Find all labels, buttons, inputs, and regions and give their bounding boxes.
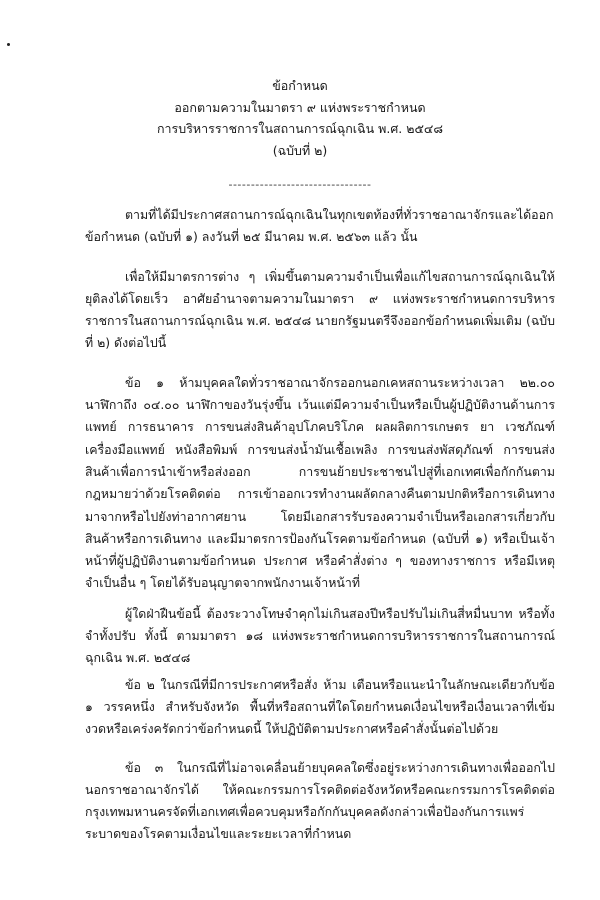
header-line-authority: ออกตามความในมาตรา ๙ แห่งพระราชกำหนด xyxy=(174,99,426,115)
paragraph-clause-2: ข้อ ๒ ในกรณีที่มีการประกาศหรือสั่ง ห้าม เตือนหรือแนะนำในลักษณะเดียวกับข้อ ๑ วรรคหนึ่ง สำหรับจังหวัด พื้นที่หรือสถานที่ใดโดยกำหนดเงื่อนไขหรือเงื่อนเวลาที่เข้มงวดหรือเคร่งครัดกว่าข้อกำหนดนี้ ให้ปฏิบัติตามประกาศหรือคำสั่งนั้นต่อไปด้วย xyxy=(85,676,555,737)
header-divider: -------------------------------- xyxy=(228,178,372,191)
paragraph-preamble: ตามที่ได้มีประกาศสถานการณ์ฉุกเฉินในทุกเขตท้องที่ทั่วราชอาณาจักรและได้ออกข้อกำหนด (ฉบับที่ ๑) ลงวันที่ ๒๕ มีนาคม พ.ศ. ๒๕๖๓ แล้ว นั้น xyxy=(85,207,554,245)
document-header xyxy=(0,75,600,161)
document-title: ข้อกำหนด xyxy=(272,78,328,93)
header-line-act: การบริหารราชการในสถานการณ์ฉุกเฉิน พ.ศ. ๒๕๔๘ xyxy=(156,121,444,136)
document-body xyxy=(85,204,555,846)
header-line-issue: (ฉบับที่ ๒) xyxy=(272,142,328,158)
paragraph-clause-1: ข้อ ๑ ห้ามบุคคลใดทั่วราชอาณาจักรออกนอกเคหสถานระหว่างเวลา ๒๒.๐๐ นาฬิกาถึง ๐๔.๐๐ นาฬิกาของวันรุ่งขึ้น เว้นแต่มีความจำเป็นหรือเป็นผู้ปฏิบัติงานด้านการแพทย์ การธนาคาร การขนส่งสินค้าอุปโภคบริโภค ผลผลิตการเกษตร ยา เวชภัณฑ์ เครื่องมือแพทย์ หนังสือพิมพ์ การขนส่งน้ำมันเชื้อเพลิง การขนส่งพัสดุภัณฑ์ การขนส่งสินค้าเพื่อการนำเข้าหรือส่งออก การขนย้ายประชาชนไปสู่ที่เอกเทศเพื่อกักกันตามกฎหมายว่าด้วยโรคติดต่อ การเข้าออกเวรทำงานผลัดกลางคืนตามปกติหรือการเดินทางมาจากหรือไปยังท่าอากาศยาน โดยมีเอกสารรับรองความจำเป็นหรือเอกสารเกี่ยวกับสินค้าหรือการเดินทาง และมีมาตรการป้องกันโรคตามข้อกำหนด (ฉบับที่ ๑) หรือเป็นเจ้าหน้าที่ผู้ปฏิบัติงานตามข้อกำหนด ประกาศ หรือคำสั่งต่าง ๆ ของทางราชการ หรือมีเหตุจำเป็นอื่น ๆ โดยได้รับอนุญาตจากพนักงานเจ้าหน้าที่ xyxy=(85,374,555,591)
paragraph-penalty: ผู้ใดฝ่าฝืนข้อนี้ ต้องระวางโทษจำคุกไม่เกินสองปีหรือปรับไม่เกินสี่หมื่นบาท หรือทั้งจำทั้งปรับ ทั้งนี้ ตามมาตรา ๑๘ แห่งพระราชกำหนดการบริหารราชการในสถานการณ์ฉุกเฉิน พ.ศ. ๒๕๔๘ xyxy=(85,605,555,666)
paragraph-purpose: เพื่อให้มีมาตรการต่าง ๆ เพิ่มขึ้นตามความจำเป็นเพื่อแก้ไขสถานการณ์ฉุกเฉินให้ยุติลงได้โดยเร็ว อาศัยอำนาจตามความในมาตรา ๙ แห่งพระราชกำหนดการบริหารราชการในสถานการณ์ฉุกเฉิน พ.ศ. ๒๕๔๘ นายกรัฐมนตรีจึงออกข้อกำหนดเพิ่มเติม (ฉบับที่ ๒) ดังต่อไปนี้ xyxy=(85,268,555,351)
stray-mark xyxy=(7,43,10,46)
paragraph-clause-3: ข้อ ๓ ในกรณีที่ไม่อาจเคลื่อนย้ายบุคคลใดซึ่งอยู่ระหว่างการเดินทางเพื่อออกไปนอกราชอาณาจักรได้ ให้คณะกรรมการโรคติดต่อจังหวัดหรือคณะกรรมการโรคติดต่อกรุงเทพมหานครจัดที่เอกเทศเพื่อควบคุมหรือกักกันบุคคลดังกล่าวเพื่อป้องกันการแพร่ระบาดของโรคตามเงื่อนไขและระยะเวลาที่กำหนด xyxy=(85,759,555,842)
